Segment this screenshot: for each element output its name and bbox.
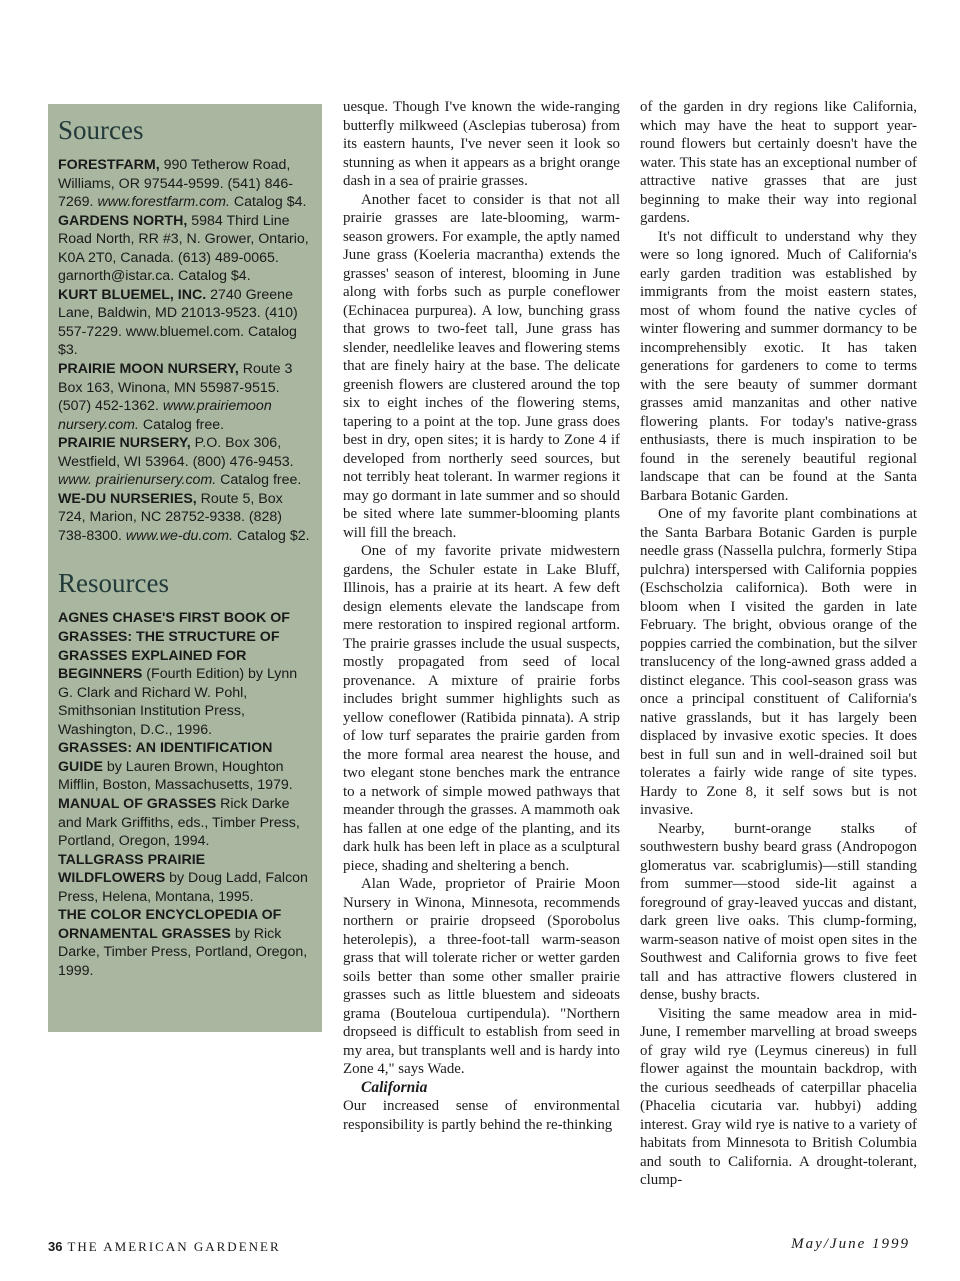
article-paragraph: It's not difficult to understand why they were so long ignored. Much of California's early garden tradition was established by immigrants from the moist eastern states, most of whom found the native cycles of winter flowering and summer dormancy to be incomprehensibly exotic. It has taken generations for gardeners to come to terms with the sere beauty of summer dormant grasses amid manzanitas and other native flowering plants. For today's native-grass enthusiasts, there is much inspiration to be found in the serenely beautiful regional landscape that can be found at the Santa Barbara Botanic Garden.: [640, 228, 917, 504]
resource-details: Rick Darke and Mark Griffiths, eds., Timber Press, Portland, Oregon, 1994.: [58, 795, 300, 850]
resource-details: by Rick Darke, Timber Press, Portland, Oregon, 1999.: [58, 925, 308, 979]
source-details: Route 5, Box 724, Marion, NC 28752-9338. (828) 738-8300.: [58, 490, 283, 544]
article-paragraph: Visiting the same meadow area in mid-June, I remember marvelling at broad sweeps of gray wild rye (Leymus cinereus) in full flower against the mountain backdrop, with the curious seedheads of caterpillar phacelia (Phacelia cicutaria var. hubbyi) adding interest. Gray wild rye is native to a variety of habitats from Minnesota to British Columbia and south to California. A drought-tolerant, clump-: [640, 1005, 917, 1188]
resource-entry: [58, 795, 312, 851]
resource-details: by Doug Ladd, Falcon Press, Helena, Montana, 1995.: [58, 870, 308, 905]
source-entry: [58, 156, 312, 212]
source-details: P.O. Box 306, Westfield, WI 53964. (800) 476-9453.: [58, 435, 294, 470]
source-entry: [58, 490, 312, 546]
resource-title: GRASSES: AN IDENTIFICATION GUIDE: [58, 740, 273, 775]
source-catalog: Catalog $4.: [229, 194, 307, 211]
resource-entry: [58, 906, 312, 980]
page-footer-left: [48, 1239, 281, 1255]
source-name: FORESTFARM,: [58, 157, 160, 173]
source-details: 990 Tetherow Road, Williams, OR 97544-9599. (541) 846-7269.: [58, 157, 293, 211]
source-name: WE-DU NURSERIES,: [58, 490, 197, 507]
source-catalog: Catalog free.: [216, 472, 302, 489]
resource-details: (Fourth Edition) by Lynn G. Clark and Richard W. Pohl, Smithsonian Institution Press, Washington, D.C., 1996.: [58, 666, 298, 738]
article-paragraph: Another facet to consider is that not all prairie grasses are late-blooming, warm-season growers. For example, the aptly named June grass (Koeleria macrantha) extends the grasses' season of interest, blooming in June along with forbs such as purple coneflower (Echinacea purpurea). A low, bunching grass that grows to two-feet tall, June grass has slender, needlelike leaves and flowering stems that are finely hairy at the base. The delicate greenish flowers are clustered around the top six to eight inches of the flowering stems, tapering to a point at the top. June grass does best in dry, open sites; it is hardy to Zone 4 if developed from northerly seed sources, but not terribly heat tolerant. In warmer regions it may go dormant in late summer and so should be sited where late summer-blooming plants will fill the breach.: [343, 191, 620, 541]
source-name: GARDENS NORTH,: [58, 212, 188, 229]
source-catalog: Catalog $2.: [233, 527, 310, 544]
source-link[interactable]: www.forestfarm.com.: [97, 194, 230, 211]
resources-list: [58, 609, 312, 980]
source-link[interactable]: www. prairienursery.com.: [58, 472, 217, 489]
resource-title: MANUAL OF GRASSES: [58, 795, 217, 812]
issue-date: May/June 1999: [791, 1236, 910, 1252]
resources-heading: Resources: [58, 568, 169, 599]
sources-list: [58, 156, 312, 545]
sources-heading: Sources: [58, 115, 144, 145]
resource-title: TALLGRASS PRAIRIE WILDFLOWERS: [58, 851, 206, 887]
article-paragraph: of the garden in dry regions like California, which may have the heat to support year-round flowers but certainly doesn't have the water. This state has an exceptional number of attractive native grasses that are just beginning to make their way into regional gardens.: [640, 99, 917, 226]
source-entry: [58, 212, 312, 286]
source-link[interactable]: www.we-du.com.: [125, 527, 234, 544]
resource-entry: [58, 609, 312, 739]
article-paragraph: One of my favorite private midwestern gardens, the Schuler estate in Lake Bluff, Illinois, has a prairie at its heart. A few deft design elements elevate the landscape from mere restoration to inspired regional artform. The prairie grasses include the usual suspects, mostly propagated from seed of local provenance. A mixture of prairie forbs includes bright summer highlights such as yellow coneflower (Ratibida pinnata). A strip of low turf separates the prairie garden from the more formal area nearest the house, and two elegant stone benches mark the entrance to a network of simple mowed pathways that meander through the grasses. A mammoth oak has fallen at one edge of the planting, and its dark hulk has been left in place as a sculptural piece, shading and sheltering a bench.: [343, 543, 620, 874]
source-entry: [58, 434, 312, 490]
article-column-right: [640, 98, 917, 1190]
source-details: 2740 Greene Lane, Baldwin, MD 21013-9523. (410) 557-7229. www.bluemel.com. Catalog $3.: [58, 286, 298, 359]
resource-details: by Lauren Brown, Houghton Mifflin, Boston, Massachusetts, 1979.: [58, 758, 293, 794]
resource-entry: [58, 851, 312, 907]
page-number: 36: [48, 1239, 63, 1254]
article-paragraph: Our increased sense of environmental responsibility is partly behind the re-thinking: [343, 1098, 620, 1133]
article-paragraph: Nearby, burnt-orange stalks of southwestern bushy beard grass (Andropogon glomeratus var. scabriglumis)—still standing from summer—stood side-lit against a foreground of gray-leaved yuccas and distant, dark green live oaks. This clump-forming, warm-season native of moist open sites in the Southwest and California grows to five feet tall and has attractive flowers clustered in dense, bushy bracts.: [640, 820, 917, 1003]
resource-entry: [58, 739, 312, 795]
source-entry: [58, 286, 312, 360]
source-entry: [58, 360, 312, 434]
source-details: 5984 Third Line Road North, RR #3, N. Grower, Ontario, K0A 2T0, Canada. (613) 489-0065. garnorth@istar.ca. Catalog $4.: [58, 212, 309, 285]
magazine-name: THE AMERICAN GARDENER: [67, 1239, 281, 1254]
source-details: Route 3 Box 163, Winona, MN 55987-9515. (507) 452-1362.: [58, 361, 293, 415]
section-subhead: California: [361, 1078, 428, 1096]
article-paragraph: One of my favorite plant combinations at the Santa Barbara Botanic Garden is purple needle grass (Nassella pulchra, formerly Stipa pulchra) interspersed with California poppies (Eschscholzia californica). Both were in bloom when I visited the garden in late February. The bright, obvious orange of the poppies carried the combination, but the silver translucency of the long-awned grass added a distinct elegance. This cool-season grass was once a principal constituent of California's native grasslands, but it has largely been displaced by invasive exotic species. It does best in full sun and in well-drained soil but tolerates a fairly wide range of site types. Hardy to Zone 8, it self sows but is not invasive.: [640, 506, 917, 818]
article-column-middle: [343, 98, 620, 1134]
resource-title: THE COLOR ENCYCLOPEDIA OF ORNAMENTAL GRASSES: [58, 907, 282, 942]
article-paragraph: uesque. Though I've known the wide-ranging butterfly milkweed (Asclepias tuberosa) from its eastern haunts, I've never seen it look so stunning as when it appears as a bright orange dash in a sea of prairie grasses.: [343, 99, 620, 189]
resource-title: AGNES CHASE'S FIRST BOOK OF GRASSES: THE STRUCTURE OF GRASSES EXPLAINED FOR BEGINNERS: [58, 610, 290, 683]
source-catalog: Catalog free.: [138, 416, 225, 433]
article-paragraph: Alan Wade, proprietor of Prairie Moon Nursery in Winona, Minnesota, recommends northern or prairie dropseed (Sporobolus heterolepis), a three-foot-tall warm-season grass that will tolerate richer or wetter garden soils better than some other smaller prairie grasses such as little bluestem and sideoats grama (Bouteloua curtipendula). "Northern dropseed is difficult to establish from seed in my area, but transplants well and is hardy into Zone 4," says Wade.: [343, 876, 620, 1077]
source-name: PRAIRIE MOON NURSERY,: [58, 361, 239, 378]
source-name: KURT BLUEMEL, INC.: [58, 286, 207, 303]
source-link[interactable]: www.prairiemoon nursery.com.: [58, 398, 272, 433]
source-name: PRAIRIE NURSERY,: [58, 435, 191, 452]
sidebar-box: [48, 104, 322, 1032]
